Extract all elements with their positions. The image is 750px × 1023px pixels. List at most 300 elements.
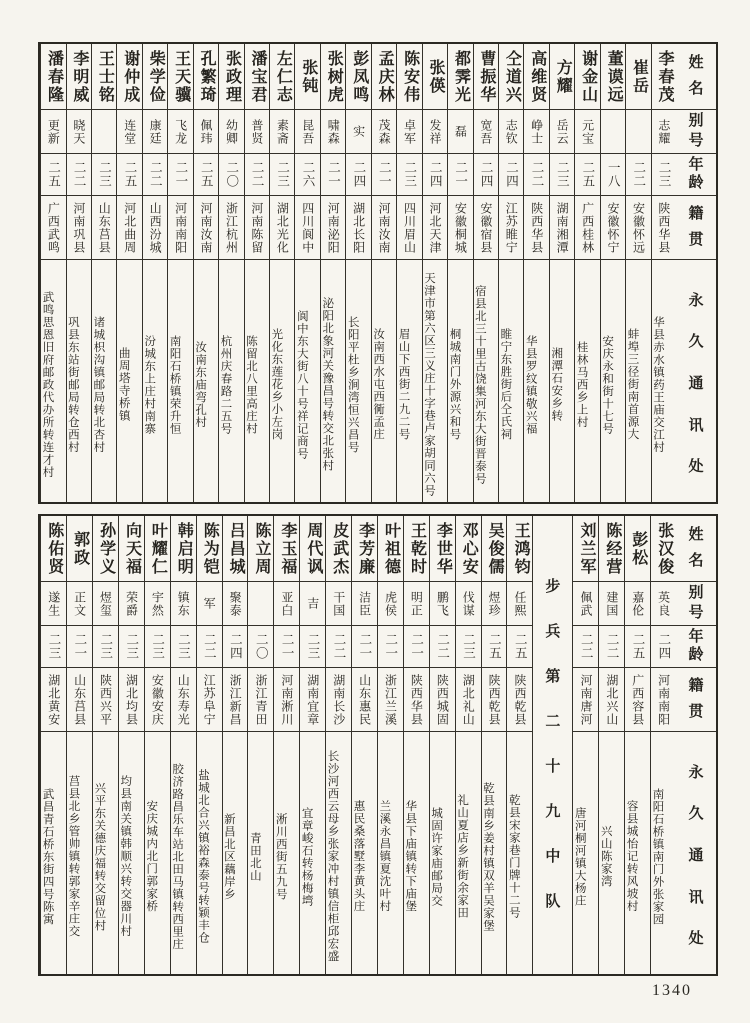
person-age: 二四	[428, 161, 443, 188]
header-origin-char: 籍	[688, 206, 704, 222]
person-address-cell	[599, 732, 624, 974]
person-origin-cell	[474, 196, 498, 260]
person-address: 桂林马西乡上村	[575, 340, 588, 429]
person-alias: 任熙	[513, 590, 528, 617]
person-address-cell	[245, 260, 269, 502]
person-name-cell	[599, 516, 624, 582]
person-origin-cell	[245, 196, 269, 260]
person-name-cell	[423, 44, 447, 110]
person-age-cell	[625, 626, 650, 668]
person-name: 李明威	[70, 49, 88, 104]
person-age: 二五	[580, 161, 595, 188]
person-origin-cell	[499, 196, 523, 260]
person-address: 容县城怡记转风坡村	[625, 800, 638, 913]
person-address-cell	[145, 732, 170, 974]
header-name-char: 姓	[688, 54, 704, 71]
person-alias: 昆吾	[300, 118, 315, 145]
person-origin: 河南南阳	[656, 673, 671, 726]
person-column	[351, 516, 377, 974]
person-name: 谢仲成	[121, 49, 139, 104]
person-age: 二五	[199, 161, 214, 188]
person-name: 董谟远	[605, 49, 623, 104]
person-name: 曹振华	[477, 49, 495, 104]
person-origin: 浙江新昌	[228, 673, 243, 726]
person-age-cell	[404, 626, 429, 668]
person-name-cell	[448, 44, 472, 110]
person-origin-cell	[168, 196, 192, 260]
header-address	[676, 260, 716, 502]
person-origin: 安徽怀远	[631, 201, 646, 254]
person-address: 桐城南门外源兴和号	[448, 328, 461, 441]
person-age: 二四	[351, 161, 366, 188]
person-origin-cell	[378, 668, 403, 732]
person-alias-cell	[41, 582, 66, 626]
person-address: 盐城北合兴镇裕森泰号转颖丰仓	[197, 769, 209, 944]
person-column	[572, 516, 598, 974]
person-age-cell	[274, 626, 299, 668]
person-age: 二五	[122, 161, 137, 188]
person-alias: 峥士	[529, 118, 544, 145]
person-name-cell	[93, 516, 118, 582]
unit-designation-char: 中	[545, 849, 561, 865]
person-age-cell	[295, 154, 319, 196]
person-name: 王鸿钧	[512, 521, 530, 576]
person-alias-cell	[448, 110, 472, 154]
person-column	[247, 516, 273, 974]
person-address: 眉山下西街二九二号	[397, 328, 410, 441]
person-name: 叶祖德	[382, 521, 400, 576]
header-alias	[676, 582, 716, 626]
person-origin-cell	[430, 668, 455, 732]
person-address: 湘潭石安乡转	[550, 347, 563, 422]
person-alias-cell	[404, 582, 429, 626]
person-column	[142, 44, 167, 502]
person-address: 汝南东庙弯孔村	[194, 340, 207, 429]
person-origin: 江苏阜宁	[202, 673, 217, 726]
person-age: 二一	[280, 633, 295, 660]
header-name	[676, 516, 716, 582]
unit-designation	[533, 516, 572, 974]
person-name-cell	[321, 44, 345, 110]
roster-table-top	[38, 42, 718, 504]
person-age-cell	[143, 154, 167, 196]
person-origin-cell	[550, 196, 574, 260]
person-age-cell	[499, 154, 523, 196]
person-name: 邓心安	[460, 521, 478, 576]
person-age-cell	[245, 154, 269, 196]
person-age-cell	[219, 154, 243, 196]
person-age: 二一	[173, 161, 188, 188]
person-name: 陈立周	[253, 521, 271, 576]
person-column	[455, 516, 481, 974]
person-name: 方耀	[554, 58, 572, 95]
unit-designation-char: 第	[545, 669, 561, 685]
person-name-cell	[274, 516, 299, 582]
person-age: 二二	[605, 633, 620, 660]
person-name: 谢金山	[579, 49, 597, 104]
header-origin	[676, 668, 716, 732]
person-alias-cell	[93, 582, 118, 626]
header-address-chars	[676, 739, 716, 974]
person-origin: 四川眉山	[402, 201, 417, 254]
person-age-cell	[423, 154, 447, 196]
person-alias-cell	[626, 110, 650, 154]
person-name-cell	[456, 516, 481, 582]
person-origin-cell	[352, 668, 377, 732]
person-alias-cell	[194, 110, 218, 154]
person-origin-cell	[67, 668, 92, 732]
person-name-cell	[507, 516, 532, 582]
person-name-cell	[295, 44, 319, 110]
person-column	[320, 44, 345, 502]
person-name-cell	[67, 44, 91, 110]
person-age-cell	[626, 154, 650, 196]
person-age: 二四	[656, 633, 671, 660]
person-address: 华县赤水镇药王庙交江村	[651, 315, 664, 454]
person-address-cell	[67, 260, 91, 502]
person-origin-cell	[119, 668, 144, 732]
person-name-cell	[248, 516, 273, 582]
person-column	[273, 516, 299, 974]
person-address: 青田北山	[248, 831, 261, 882]
person-name-cell	[67, 516, 92, 582]
person-address-cell	[482, 732, 507, 974]
person-name: 王士铭	[96, 49, 114, 104]
person-name: 张钝	[299, 58, 317, 95]
person-alias-cell	[300, 582, 325, 626]
person-origin: 河南泌阳	[326, 201, 341, 254]
person-alias-cell	[499, 110, 523, 154]
person-alias-cell	[430, 582, 455, 626]
person-name: 张树虎	[325, 49, 343, 104]
person-name: 向天福	[123, 521, 141, 576]
person-alias: 洁臣	[357, 590, 372, 617]
person-alias-cell	[145, 582, 170, 626]
person-origin-cell	[404, 668, 429, 732]
person-alias-cell	[651, 582, 676, 626]
unit-designation-char: 队	[545, 894, 561, 910]
person-age: 二〇	[224, 161, 239, 188]
person-name-cell	[430, 516, 455, 582]
person-age: 二一	[357, 633, 372, 660]
person-age: 二二	[250, 161, 265, 188]
person-age: 二五	[487, 633, 502, 660]
person-address-cell	[507, 732, 532, 974]
person-name: 潘春隆	[45, 49, 63, 104]
person-address: 光化东莲花乡小左岗	[270, 328, 283, 441]
person-address: 天津市第六区三义庄十字巷卢家胡同六号	[423, 272, 436, 497]
header-address-char: 讯	[688, 417, 704, 434]
person-alias: 鹏飞	[435, 590, 450, 617]
header-alias-chars	[676, 582, 716, 625]
person-origin-cell	[482, 668, 507, 732]
person-address-cell	[300, 732, 325, 974]
person-origin: 广西武鸣	[46, 201, 61, 254]
person-age-cell	[92, 154, 116, 196]
person-origin: 陕西兴平	[98, 673, 113, 726]
header-age-char: 年	[688, 156, 704, 173]
person-name-cell	[601, 44, 625, 110]
header-name	[676, 44, 716, 110]
person-origin: 湖南长沙	[331, 673, 346, 726]
unit-designation-char: 九	[545, 804, 561, 820]
person-address-cell	[168, 260, 192, 502]
person-alias: 康廷	[148, 118, 163, 145]
person-column	[651, 44, 676, 502]
person-address-cell	[326, 732, 351, 974]
person-age-cell	[378, 626, 403, 668]
person-origin-cell	[270, 196, 294, 260]
person-age-cell	[397, 154, 421, 196]
header-age-char: 年	[688, 628, 704, 645]
person-alias-cell	[378, 582, 403, 626]
person-origin: 安徽安庆	[150, 673, 165, 726]
person-column	[167, 44, 192, 502]
person-age-cell	[651, 626, 676, 668]
person-origin-cell	[397, 196, 421, 260]
header-alias-char: 别	[688, 113, 704, 130]
person-column	[625, 44, 650, 502]
header-origin-chars	[676, 668, 716, 731]
person-name: 李芳廉	[356, 521, 374, 576]
person-alias: 宽吾	[478, 118, 493, 145]
person-address-cell	[143, 260, 167, 502]
person-column	[523, 44, 548, 502]
person-name: 陈为铠	[201, 521, 219, 576]
person-age: 二三	[461, 633, 476, 660]
person-age-cell	[430, 626, 455, 668]
person-age-cell	[248, 626, 273, 668]
person-alias-cell	[117, 110, 141, 154]
person-origin: 浙江青田	[253, 673, 268, 726]
person-alias: 干国	[331, 590, 346, 617]
person-column	[325, 516, 351, 974]
person-origin: 河南淅川	[279, 673, 294, 726]
person-column	[549, 44, 574, 502]
person-alias: 佩武	[578, 590, 593, 617]
person-origin: 湖北长阳	[351, 201, 366, 254]
person-name: 李玉福	[278, 521, 296, 576]
person-alias-cell	[143, 110, 167, 154]
person-age-cell	[270, 154, 294, 196]
person-alias-cell	[507, 582, 532, 626]
person-name-cell	[197, 516, 222, 582]
person-age-cell	[601, 154, 625, 196]
person-name: 陈经营	[603, 521, 621, 576]
person-origin: 湖北光化	[275, 201, 290, 254]
person-alias: 磊	[453, 125, 468, 138]
person-column	[269, 44, 294, 502]
person-address-cell	[41, 260, 65, 502]
person-name-cell	[270, 44, 294, 110]
person-origin: 湖北兴山	[604, 673, 619, 726]
person-name: 仝道兴	[503, 49, 521, 104]
person-address: 曲周塔寺桥镇	[117, 347, 130, 422]
person-name: 彭松	[629, 530, 647, 567]
person-address-cell	[456, 732, 481, 974]
person-origin: 浙江杭州	[224, 201, 239, 254]
person-address-cell	[41, 732, 66, 974]
person-alias: 遂生	[46, 590, 61, 617]
header-address-char: 处	[688, 459, 704, 476]
person-name-cell	[625, 516, 650, 582]
person-age: 二三	[306, 633, 321, 660]
person-age-cell	[474, 154, 498, 196]
person-name-cell	[143, 44, 167, 110]
person-age: 二二	[631, 161, 646, 188]
person-address: 宜章峻石转杨梅塆	[300, 806, 313, 907]
person-address: 宿县北三十里古饶集河东大街晋泰号	[473, 284, 486, 485]
person-name: 孟庆林	[376, 49, 394, 104]
person-origin-cell	[573, 668, 598, 732]
person-age: 二五	[46, 161, 61, 188]
person-origin-cell	[601, 196, 625, 260]
person-address-cell	[474, 260, 498, 502]
person-name-cell	[550, 44, 574, 110]
person-name-cell	[397, 44, 421, 110]
person-alias-cell	[652, 110, 676, 154]
person-address-cell	[601, 260, 625, 502]
person-alias: 伐谋	[461, 590, 476, 617]
person-name-cell	[117, 44, 141, 110]
person-age-cell	[93, 626, 118, 668]
person-address-cell	[119, 732, 144, 974]
person-name-cell	[171, 516, 196, 582]
person-address: 莒县北乡管帅镇转郭家辛庄交	[67, 775, 80, 938]
person-column	[92, 516, 118, 974]
person-column	[116, 44, 141, 502]
person-alias-cell	[352, 582, 377, 626]
person-name: 皮武杰	[330, 521, 348, 576]
person-address-cell	[223, 732, 248, 974]
person-origin: 湖北黄安	[46, 673, 61, 726]
person-origin-cell	[41, 196, 65, 260]
person-alias: 飞龙	[173, 118, 188, 145]
person-address-cell	[625, 732, 650, 974]
person-name-cell	[474, 44, 498, 110]
person-column	[600, 44, 625, 502]
person-address-cell	[397, 260, 421, 502]
person-age-cell	[168, 154, 192, 196]
person-age-cell	[194, 154, 218, 196]
person-name: 崔岳	[630, 58, 648, 95]
person-origin-cell	[321, 196, 345, 260]
person-origin-cell	[456, 668, 481, 732]
person-address-cell	[352, 732, 377, 974]
person-column	[481, 516, 507, 974]
person-age-cell	[223, 626, 248, 668]
person-age-cell	[67, 154, 91, 196]
person-name-cell	[626, 44, 650, 110]
person-age: 二五	[631, 633, 646, 660]
person-alias: 幼卿	[224, 118, 239, 145]
person-age-cell	[145, 626, 170, 668]
person-alias-cell	[295, 110, 319, 154]
person-column	[498, 44, 523, 502]
person-alias: 志钦	[504, 118, 519, 145]
person-address: 南阳石桥镇南门外张家园	[651, 787, 664, 926]
person-name-cell	[651, 516, 676, 582]
person-origin-cell	[197, 668, 222, 732]
person-column	[294, 44, 319, 502]
person-column	[118, 516, 144, 974]
person-name: 刘兰军	[577, 521, 595, 576]
person-name-cell	[573, 516, 598, 582]
unit-designation-char: 二	[545, 714, 561, 730]
person-address-cell	[524, 260, 548, 502]
header-origin	[676, 196, 716, 260]
person-age-cell	[524, 154, 548, 196]
person-column	[196, 516, 222, 974]
person-origin-cell	[143, 196, 167, 260]
person-age-cell	[41, 154, 65, 196]
person-address: 华县下庙镇转下庙堡	[404, 800, 417, 913]
person-column	[447, 44, 472, 502]
person-address: 南阳石桥镇荣升恒	[168, 334, 181, 435]
person-alias-cell	[248, 582, 273, 626]
header-alias	[676, 110, 716, 154]
person-alias-cell	[321, 110, 345, 154]
person-column	[403, 516, 429, 974]
person-name-cell	[119, 516, 144, 582]
header-address-char: 讯	[688, 889, 704, 906]
header-age-chars	[676, 154, 716, 195]
person-alias: 建国	[604, 590, 619, 617]
person-age: 二四	[479, 161, 494, 188]
person-alias: 啸森	[326, 118, 341, 145]
person-address: 兰溪永昌镇夏沈叶村	[378, 800, 391, 913]
unit-designation-column	[532, 516, 572, 974]
person-column	[377, 516, 403, 974]
person-alias-cell	[67, 582, 92, 626]
person-origin: 陕西乾县	[513, 673, 528, 726]
person-column	[91, 44, 116, 502]
person-address-cell	[92, 260, 116, 502]
person-address: 乾县南乡姜村镇双羊吴家堡	[481, 781, 494, 932]
person-alias: 素斋	[275, 118, 290, 145]
person-name-cell	[41, 44, 65, 110]
person-name-cell	[575, 44, 599, 110]
person-age: 二一	[377, 161, 392, 188]
person-address: 长阳平杜乡涧湾恒兴昌号	[346, 315, 359, 454]
person-name-cell	[41, 516, 66, 582]
person-column	[429, 516, 455, 974]
person-name-cell	[372, 44, 396, 110]
person-address-cell	[117, 260, 141, 502]
person-name: 柴学俭	[147, 49, 165, 104]
person-age: 二三	[150, 633, 165, 660]
person-name-cell	[352, 516, 377, 582]
person-address-cell	[575, 260, 599, 502]
person-age: 二四	[504, 161, 519, 188]
person-name-cell	[378, 516, 403, 582]
person-name: 韩启明	[175, 521, 193, 576]
header-alias-chars	[676, 110, 716, 153]
person-name: 郭政	[71, 530, 89, 567]
header-name-char: 姓	[688, 526, 704, 543]
person-address-cell	[274, 732, 299, 974]
person-address: 陈留北八里高庄村	[244, 334, 257, 435]
person-address: 礼山夏店乡新街余家田	[456, 794, 469, 919]
person-alias: 晓天	[71, 118, 86, 145]
person-name: 王乾时	[408, 521, 426, 576]
person-column	[40, 516, 66, 974]
person-address: 蚌埠三径街南首源大	[626, 328, 639, 441]
person-address: 均县南关镇韩顺兴转交器川村	[119, 775, 132, 938]
person-alias-cell	[67, 110, 91, 154]
unit-designation-chars	[533, 550, 572, 940]
person-alias-cell	[326, 582, 351, 626]
